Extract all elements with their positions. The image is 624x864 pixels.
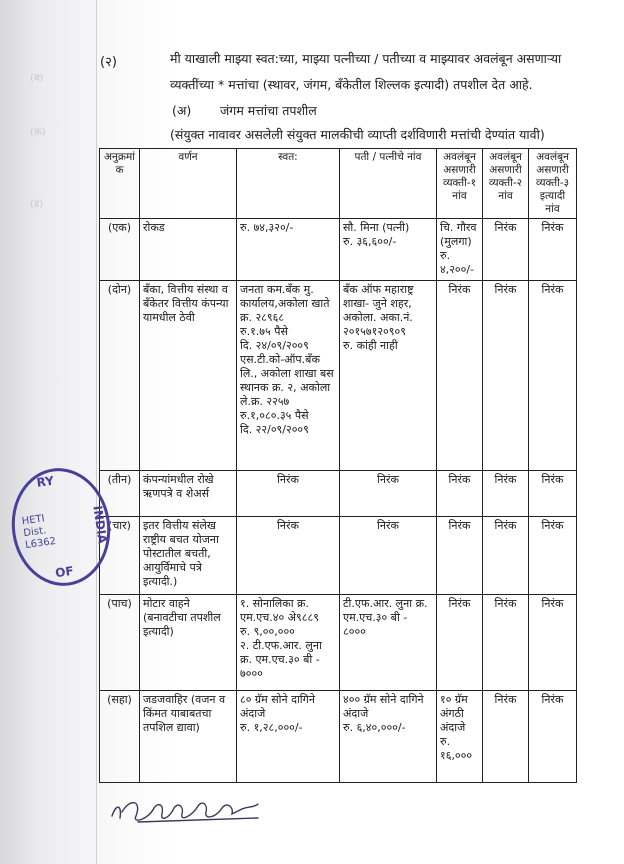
row-dependent-1-value: चि. गौरव (मुलगा) रु. ४,२००/- [437,219,483,281]
row-dependent-2-value: निरंक [483,219,529,281]
table-row [100,281,577,471]
bleed-through-text: (क) [30,127,46,138]
subsection-title: जंगम मत्तांचा तपशील [220,103,317,118]
header-serial: अनुक्रमांक [100,149,140,219]
row-description: कंपन्यांमधील रोखे ऋणपत्रे व शेअर्स [140,471,237,517]
row-dependent-1-value: निरंक [437,281,483,471]
row-description: जडजवाहिर (वजन व किंमत याबाबतचा तपशिल द्यावा) [140,691,237,783]
bleed-through-text: (ड) [30,199,44,210]
stamp-inner-line: Dist. [22,525,47,540]
row-dependent-3-value: निरंक [529,691,577,783]
row-dependent-3-value: निरंक [529,281,577,471]
row-dependent-2-value: निरंक [483,517,529,595]
row-dependent-3-value: निरंक [529,595,577,691]
row-self-value: निरंक [237,471,340,517]
row-serial: (पाच) [100,595,140,691]
row-spouse-value: ४०० ग्रॅम सोने दागिने अंदाजे रु. ६,४०,०००/- [340,691,437,783]
table-row [100,517,577,595]
row-self-value: १. सोनालिका क्र. एम.एच.४० अे९८८९ रु. ९,००,००० २. टी.एफ.आर. लुना क्र. एम.एच.३० बी - ७००० [237,595,340,691]
row-serial: (तीन) [100,471,140,517]
table-row [100,595,577,691]
table-row [100,219,577,281]
bleed-through-text: (ब) [30,73,44,84]
row-description: मोटार वाहने (बनावटीचा तपशील इत्यादी) [140,595,237,691]
stamp-inner-line: L6362 [24,535,57,552]
intro-line-2: व्यक्तींच्या * मत्तांचा (स्थावर, जंगम, बँकेतील शिल्लक इत्यादी) तपशील देत आहे. [170,77,533,92]
row-spouse-value: निरंक [340,471,437,517]
row-dependent-3-value: निरंक [529,471,577,517]
movable-assets-table [99,148,577,783]
row-serial: (दोन) [100,281,140,471]
stamp-inner-line: HETI [21,513,46,528]
stamp-inner-text [21,509,78,552]
header-self: स्वत: [237,149,340,219]
row-description: बँका, वित्तीय संस्था व बँकेतर वित्तीय कंपन्या यामधील ठेवी [140,281,237,471]
row-description: इतर वित्तीय संलेख राष्ट्रीय बचत योजना पोस्टातील बचती, आयुर्विमाचे पत्रे इत्यादी.) [140,517,237,595]
row-dependent-2-value: निरंक [483,281,529,471]
table-row [100,691,577,783]
header-spouse: पती / पत्नीचे नांव [340,149,437,219]
handwritten-signature [108,794,278,828]
page-fold-line [96,0,97,864]
joint-ownership-note: (संयुक्त नावावर असलेली संयुक्त मालकीची व्याप्ती दर्शविणारी मत्तांची देण्यांत यावी) [170,127,545,142]
table-row [100,471,577,517]
row-dependent-2-value: निरंक [483,595,529,691]
header-dependent-3: अवलंबून असणारी व्यक्ती-३ इत्यादी नांव [529,149,577,219]
subsection-heading [172,102,317,119]
row-dependent-1-value: निरंक [437,471,483,517]
subsection-mark: (अ) [172,103,192,118]
section-number: (२) [100,55,117,70]
row-dependent-3-value: निरंक [529,517,577,595]
row-spouse-value: टी.एफ.आर. लुना क्र. एम.एच.३० बी - ८००० [340,595,437,691]
row-self-value: जनता कम.बँक मु. कार्यालय,अकोला खाते क्र. २८९६८ रु.१.७५ पैसे दि. २४/०९/२००९ एस.टी.को-ऑप.बँक लि., अकोला शाखा बस स्थानक क्र. २, अकोला ले.क्र. २२५७ रु.१,०८०.३५ पैसे दि. २२/०९/२००९ [237,281,340,471]
row-dependent-3-value: निरंक [529,219,577,281]
row-self-value: निरंक [237,517,340,595]
row-dependent-2-value: निरंक [483,691,529,783]
header-dependent-1: अवलंबून असणारी व्यक्ती-१ नांव [437,149,483,219]
row-serial: (सहा) [100,691,140,783]
row-serial: (चार) [100,517,140,595]
row-self-value: रु. ७४,३२०/- [237,219,340,281]
row-description: रोकड [140,219,237,281]
header-dependent-2: अवलंबून असणारी व्यक्ती-२ नांव [483,149,529,219]
row-dependent-2-value: निरंक [483,471,529,517]
table-header-row [100,149,577,219]
row-self-value: ८० ग्रॅम सोने दागिने अंदाजे रु. १,२८,०००/- [237,691,340,783]
stamp-ring-text-side: INDIA [90,504,110,545]
row-spouse-value: सौ. मिना (पत्नी) रु. ३६,६००/- [340,219,437,281]
stamp-ring-text-bottom: OF [54,563,75,581]
header-description: वर्णन [140,149,237,219]
row-spouse-value: बँक ऑफ महाराष्ट्र शाखा- जुने शहर, अकोला. अका.नं. २०१५७१२०९०९ रु. कांही नाही [340,281,437,471]
stamp-ring-text-top: RY [35,473,55,490]
row-serial: (एक) [100,219,140,281]
row-dependent-1-value: १० ग्रॅम अंगठी अंदाजे रु. १६,००० [437,691,483,783]
row-spouse-value: निरंक [340,517,437,595]
row-dependent-1-value: निरंक [437,517,483,595]
intro-line-1: मी याखाली माझ्या स्वत:च्या, माझ्या पत्नीच्या / पतीच्या व माझ्यावर अवलंबून असणाऱ्या [170,51,562,66]
row-dependent-1-value: निरंक [437,595,483,691]
